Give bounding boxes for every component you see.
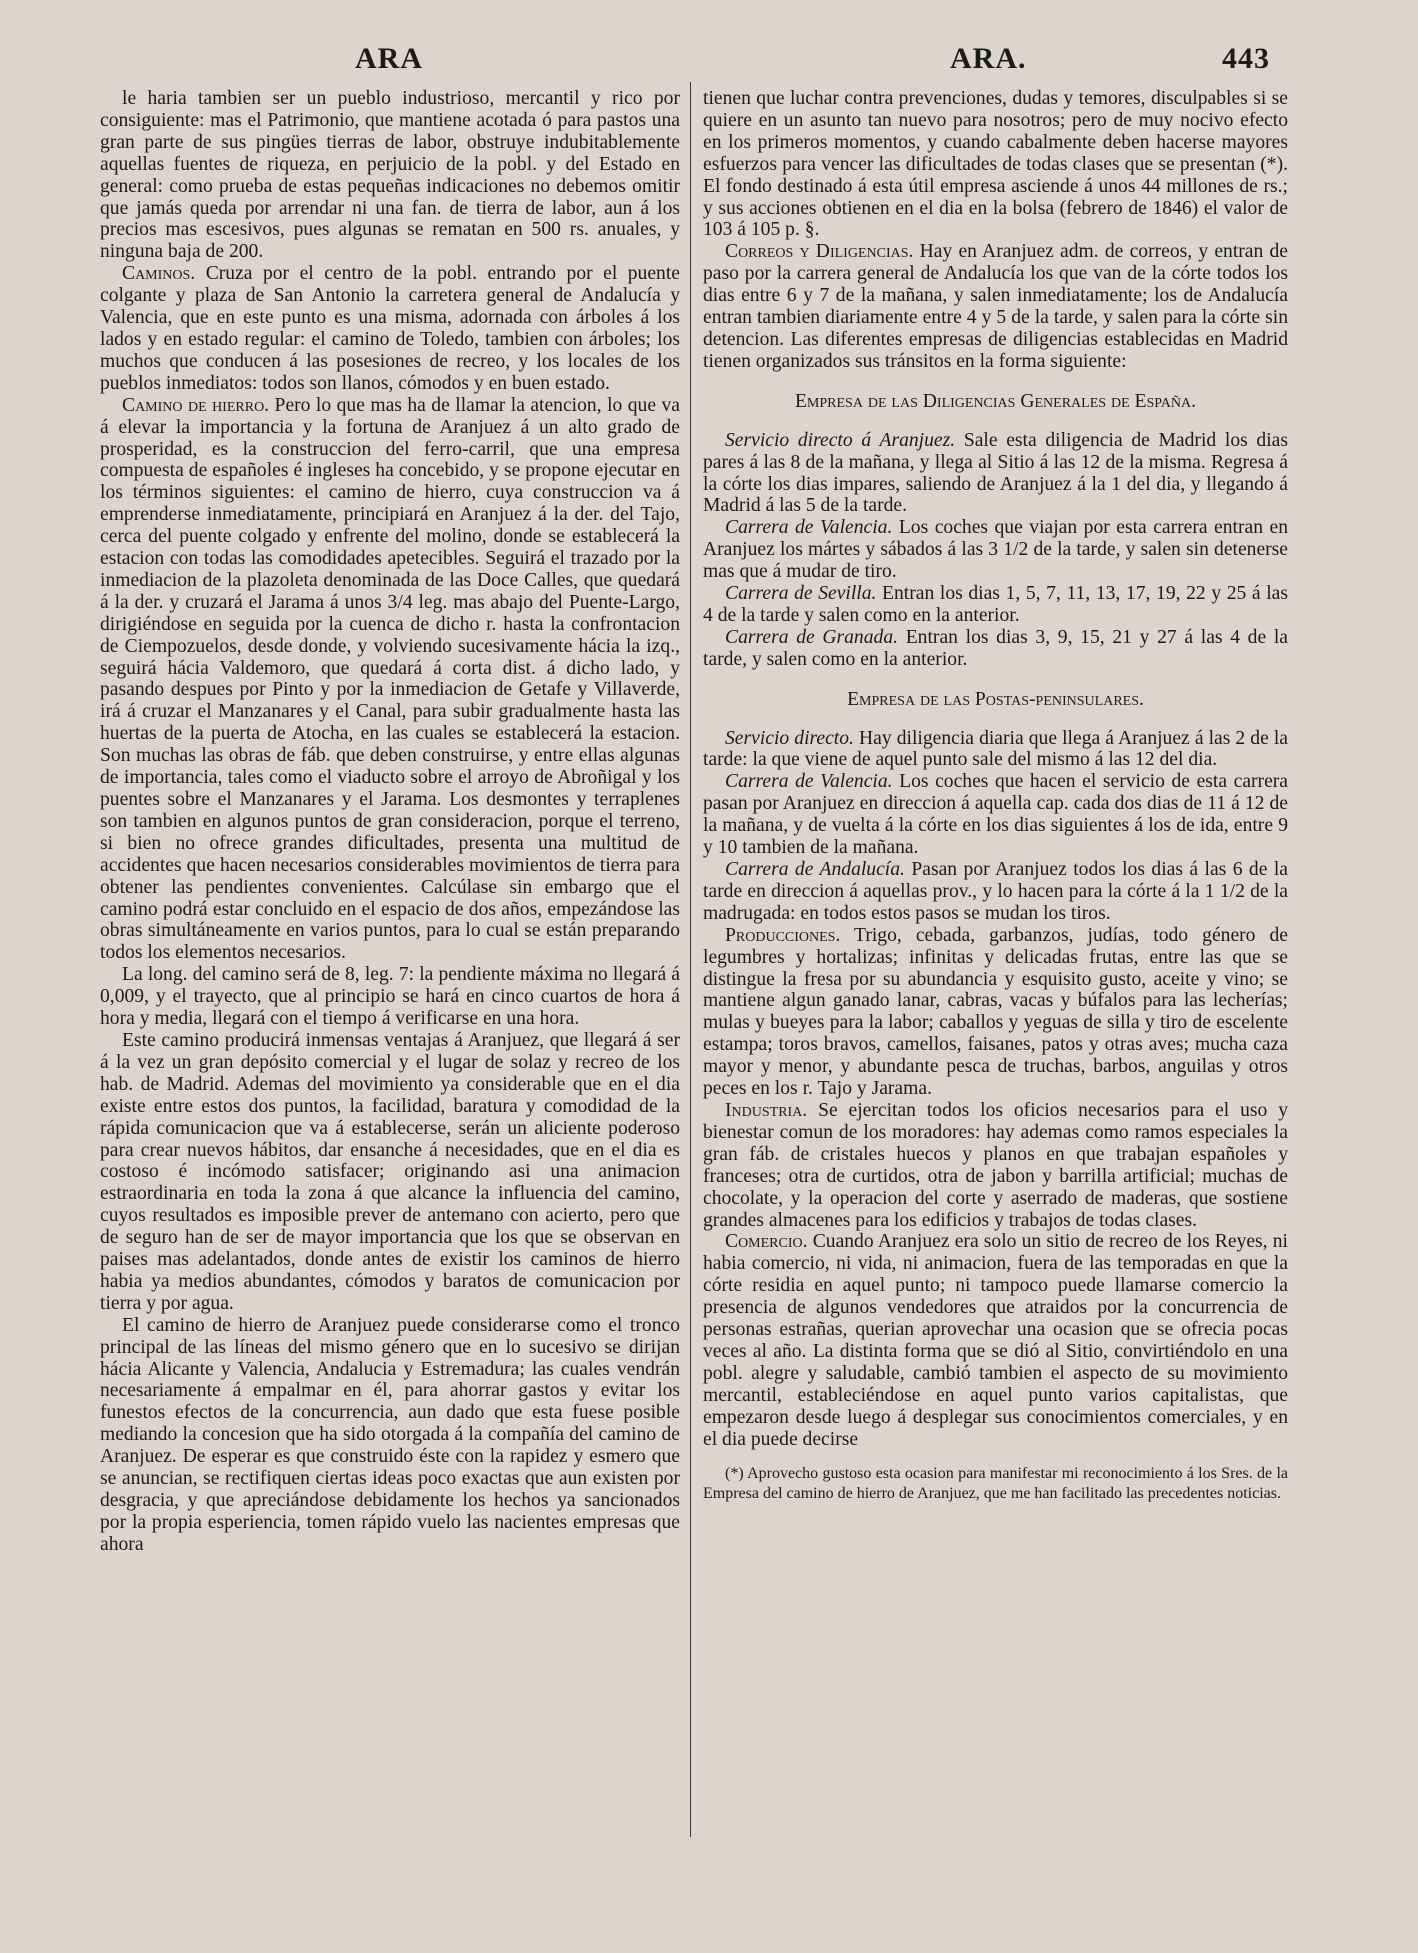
paragraph — [703, 583, 1288, 627]
paragraph-lead: Correos y Diligencias. — [725, 241, 914, 263]
paragraph-text: Trigo, cebada, garbanzos, judías, todo género de legumbres y hortalizas; infinitas y delicadas frutas, entre las que se distingue la fresa por su abundancia y esquisito gusto, aceite y vino; se mantiene algun ganado lanar, cabras, vacas y búfalos para las lecherías; mulas y bueyes para la labor; caballos y yeguas de silla y tiro de escelente estampa; toros bravos, camellos, faisanes, patos y otras aves; mucha caza mayor y menor, y abundante pesca de truchas, barbos, anguilas y otros peces en los r. Tajo y Jarama. — [703, 924, 1288, 1100]
paragraph — [100, 964, 680, 1030]
section-heading: Empresa de las Diligencias Generales de España. — [794, 390, 1197, 412]
paragraph-lead: Producciones. — [725, 924, 841, 946]
paragraph-text: Hay diligencia diaria que llega á Aranjuez á las 2 de la tarde: la que viene de aquel punto sale del mismo á las 12 del dia. — [703, 727, 1289, 771]
paragraph — [100, 395, 680, 965]
page-number: 443 — [1222, 42, 1270, 75]
running-head-left: ARA — [355, 42, 423, 75]
right-column — [703, 88, 1288, 1503]
paragraph — [100, 1315, 680, 1556]
paragraph-text: tienen que luchar contra prevenciones, dudas y temores, disculpables si se quiere en un asunto tan nuevo para nosotros; pero de muy nocivo efecto en los primeros momentos, y cuando cabalmente deben hacerse mayores esfuerzos para vencer las dificultades de todas clases que se presentan (*). El fondo destinado á esta útil empresa asciende á unos 44 millones de rs.; y sus acciones obtienen en el dia en la bolsa (febrero de 1846) el valor de 103 á 105 p. §. — [703, 88, 1288, 241]
paragraph — [703, 728, 1288, 772]
paragraph-text: Este camino producirá inmensas ventajas á Aranjuez, que llegará á ser á la vez un gran depósito comercial y el lugar de solaz y recreo de los hab. de Madrid. Ademas del movimiento ya considerable que en el dia existe entre estos dos puntos, la facilidad, baratura y comodidad de la rápida comunicacion que va á establecerse, serán un aliciente poderoso para crear nuevos hábitos, dar ensanche á necesidades, que en el dia es costoso é incómodo satisfacer; originando asi una animacion estraordinaria en toda la zona á que alcance la influencia del camino, cuyos resultados es imposible prever de antemano con acierto, pero que de seguro han de ser de mayor importancia que los que se observan en paises mas adelantados, donde antes de existir los caminos de hierro habia ya medios abundantes, cómodos y baratos de comunicacion por tierra y por agua. — [100, 1029, 680, 1314]
paragraph-text: Pasan por Aranjuez todos los dias á las 6 de la tarde en direccion á aquellas prov., y lo hacen para la córte á la 1 1/2 de la madrugada: en todos estos pasos se mudan los tiros. — [703, 859, 1288, 924]
paragraph — [703, 1100, 1288, 1231]
paragraph — [703, 88, 1288, 241]
paragraph — [703, 241, 1288, 372]
paragraph-text: Pero lo que mas ha de llamar la atencion, lo que va á elevar la importancia y la fortuna de Aranjuez á un alto grado de prosperidad, es la construccion del ferro-carril, que una empresa compuesta de españoles é ingleses ha concebido, y se propone ejecutar en los términos siguientes: el camino de hierro, cuya construccion va á emprenderse inmediatamente, principiará en Aranjuez á la der. del Tajo, cerca del puente colgado y enfrente del molino, donde se establecerá la estacion con todas las comodidades apetecibles. Seguirá el trazado por la inmediacion de la plazoleta denominada de las Doce Calles, que quedará á la der. y cruzará el Jarama á unos 3/4 leg. mas abajo del Puente-Largo, dirigiéndose en seguida por la cuenca de dicho r. hasta la confrontacion de Ciempozuelos, desde donde, y volviendo sucesivamente hácia la izq., seguirá hácia Valdemoro, que quedará á corta dist. á dicho lado, y pasando despues por Pinto y por la inmediacion de Getafe y Villaverde, irá á cruzar el Manzanares y el Canal, para subir gradualmente hasta las huertas de la puerta de Atocha, en las cuales se establecerá la estacion. Son muchas las obras de fáb. que deben construirse, y entre ellas algunas de importancia, tales como el viaducto sobre el arroyo de Abroñigal y los puentes sobre el Manzanares y el Jarama. Los desmontes y terraplenes son tambien en algunos puntos de gran consideracion, porque el terreno, si bien no ofrece grandes dificultades, presenta una multitud de accidentes que hacen necesarios considerables movimientos de tierra para obtener las pendientes convenientes. Calcúlase sin embargo que el camino podrá estar concluido en el espacio de dos años, empezándose las obras simultáneamente en varios puntos, para lo cual se están preparando todos los elementos necesarios. — [100, 394, 680, 964]
column-rule — [690, 82, 691, 1837]
paragraph-lead: Camino de hierro. — [122, 394, 270, 416]
paragraph-text: La long. del camino será de 8, leg. 7: la pendiente máxima no llegará á 0,009, y el trayecto, que al principio se hará en cinco cuartos de hora á hora y media, llegará con el tiempo á verificarse en una hora. — [100, 964, 680, 1030]
paragraph-lead: Caminos. — [122, 263, 196, 285]
paragraph-lead-italic: Carrera de Granada. — [725, 626, 899, 648]
paragraph — [703, 925, 1288, 1100]
paragraph-text: Sale esta diligencia de Madrid los dias pares á las 8 de la mañana, y llega al Sitio á las 12 de la misma. Regresa á la córte los dias impares, saliendo de Aranjuez á la 1 del dia, y llegando á Madrid á las 5 de la tarde. — [703, 429, 1288, 517]
paragraph-text: El camino de hierro de Aranjuez puede considerarse como el tronco principal de las líneas del mismo género que en lo sucesivo se dirijan hácia Alicante y Valencia, Andalucia y Estremadura; las cuales vendrán necesariamente á empalmar en él, para ahorrar gastos y evitar los funestos efectos de la concurrencia, aun dado que esta fuese posible mediando la concesion que ha sido otorgada á la compañía del camino de Aranjuez. De esperar es que construido éste con la rapidez y esmero que se anuncian, se rectifiquen ciertas ideas poco exactas que aun existen por desgracia, y que apreciándose debidamente los hechos ya sancionados por la propia esperiencia, tomen rápido vuelo las nacientes empresas que ahora — [100, 1314, 680, 1555]
paragraph-lead-italic: Carrera de Andalucía. — [725, 859, 905, 880]
section-heading: Empresa de las Postas-peninsulares. — [847, 688, 1144, 710]
left-column — [100, 88, 680, 1556]
paragraph-text: Se ejercitan todos los oficios necesarios para el uso y bienestar comun de los moradores: hay ademas como ramos especiales la gran fáb. de cristales huecos y planos en que trabajan españoles y franceses; otra de curtidos, otra de jabon y barrilla artificial; muchas de chocolate, y la operacion del corte y aserrado de maderas, que sostiene grandes almacenes para los edificios y trabajos de todas clases. — [703, 1099, 1288, 1231]
paragraph — [703, 859, 1288, 925]
paragraph — [703, 1231, 1288, 1450]
paragraph-lead-italic: Servicio directo. — [725, 727, 854, 749]
paragraph-text: Entran los dias 3, 9, 15, 21 y 27 á las 4 de la tarde, y salen como en la anterior. — [703, 626, 1288, 670]
paragraph — [703, 627, 1288, 671]
paragraph-text: Los coches que viajan por esta carrera entran en Aranjuez los mártes y sábados á las 3 1/2 de la tarde, y salen sin detenerse mas que á mudar de tiro. — [703, 517, 1288, 583]
paragraph — [703, 771, 1288, 859]
paragraph-text: Cuando Aranjuez era solo un sitio de recreo de los Reyes, ni habia comercio, ni vida, ni animacion, fuera de las temporadas en que la córte residia en aquel punto; ni tampoco puede llamarse comercio la presencia de algunos vendedores que atraidos por la concurrencia de personas estrañas, querian aprovechar una ocasion que se ofrecia pocas veces al año. La distinta forma que se dió al Sitio, convirtiéndolo en una pobl. alegre y saludable, cambió tambien el aspecto de su movimiento mercantil, estableciéndose en aquel punto varios capitalistas, que empezaron desde luego á desplegar sus conocimientos comerciales, y en el dia puede decirse — [703, 1231, 1288, 1450]
paragraph-text: Los coches que hacen el servicio de esta carrera pasan por Aranjuez en direccion á aquella cap. cada dos dias de 11 á 12 de la mañana, y de vuelta á la córte en los dias siguientes á los de ida, entre 9 y 10 tambien de la mañana. — [703, 771, 1288, 859]
paragraph-lead: Industria. — [725, 1099, 808, 1121]
paragraph-text: Entran los dias 1, 5, 7, 11, 13, 17, 19, 22 y 25 á las 4 de la tarde y salen como en la anterior. — [703, 583, 1289, 626]
paragraph-lead-italic: Carrera de Sevilla. — [725, 583, 877, 605]
paragraph-text: le haria tambien ser un pueblo industrioso, mercantil y rico por consiguiente: mas el Patrimonio, que mantiene acotada ó para pastos una gran parte de sus pingües tierras de labor, obstruye indubitablemente aquellas fuentes de riqueza, en perjuicio de la pobl. y del Estado en general: como prueba de estas pequeñas indicaciones no debemos omitir que jamás queda por arrendar ni una fan. de tierra de labor, aun á los precios mas escesivos, pues algunas se rematan en 500 rs. anuales, y ninguna baja de 200. — [100, 88, 680, 263]
running-head-right: ARA. — [950, 42, 1027, 75]
paragraph-lead: Comercio. — [725, 1231, 808, 1253]
paragraph-text: Cruza por el centro de la pobl. entrando por el puente colgante y plaza de San Antonio la carretera general de Andalucía y Valencia, que en este punto es una misma, adornada con árboles á los lados y en estado regular: el camino de Toledo, tambien con árboles; los muchos que conducen á las posesiones de recreo, y los locales de los pueblos inmediatos: todos son llanos, cómodos y en buen estado. — [100, 263, 680, 394]
paragraph-lead-italic: Carrera de Valencia. — [725, 517, 893, 539]
paragraph-text: Hay en Aranjuez adm. de correos, y entran de paso por la carrera general de Andalucía los que van de la córte todos los dias entre 6 y 7 de la mañana, y salen inmediatamente; los de Andalucía entran tambien diariamente entre 4 y 5 de la tarde, y salen para la córte sin detencion. Las diferentes empresas de diligencias establecidas en Madrid tienen organizados sus tránsitos en la forma siguiente: — [703, 241, 1288, 372]
paragraph — [100, 263, 680, 394]
paragraph — [100, 88, 680, 263]
paragraph — [703, 430, 1288, 518]
paragraph-lead-italic: Carrera de Valencia. — [725, 771, 893, 793]
paragraph — [703, 517, 1288, 583]
footnote: (*) Aprovecho gustoso esta ocasion para manifestar mi reconocimiento á los Sres. de la Empresa del camino de hierro de Aranjuez, que me han facilitado las precedentes noticias. — [703, 1465, 1288, 1502]
paragraph — [100, 1030, 680, 1315]
paragraph-lead-italic: Servicio directo á Aranjuez. — [725, 429, 956, 451]
